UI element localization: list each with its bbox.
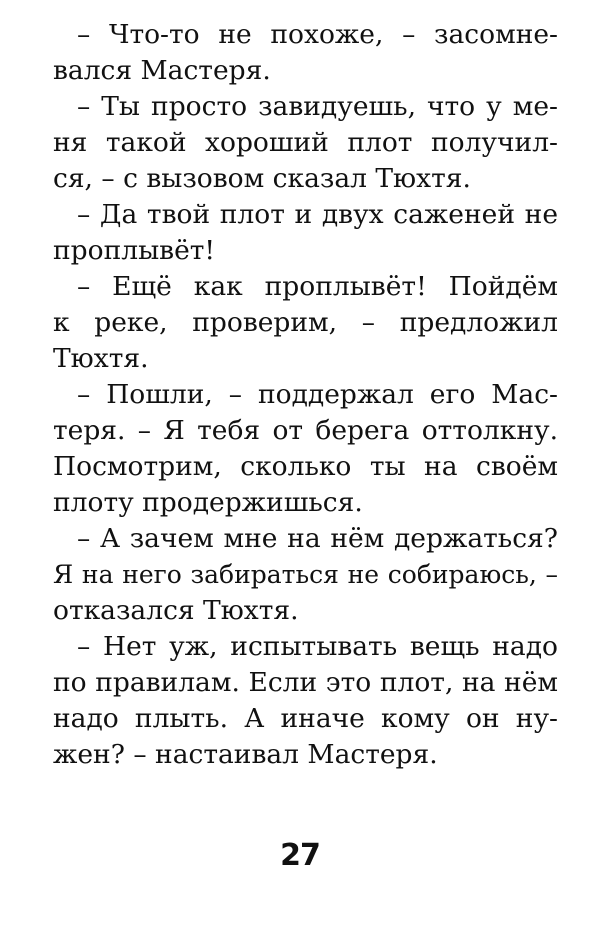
text-line: – Да твой плот и двух саженей не <box>77 199 558 230</box>
text-line: – Нет уж, испытывать вещь надо <box>77 631 558 662</box>
text-line: – Что-то не похоже, – засомне- <box>77 19 558 50</box>
text-line: жен? – настаивал Мастеря. <box>53 739 438 770</box>
text-line: надо плыть. А иначе кому он ну- <box>53 703 558 734</box>
text-line: теря. – Я тебя от берега оттолкну. <box>53 415 558 446</box>
text-line: плоту продержишься. <box>53 487 363 518</box>
text-line: отказался Тюхтя. <box>53 595 299 626</box>
page-number: 27 <box>280 838 320 873</box>
text-line: – Ещё как проплывёт! Пойдём <box>77 271 558 302</box>
text-line: – Пошли, – поддержал его Мас- <box>77 379 558 410</box>
text-line: – А зачем мне на нём держаться? <box>77 523 558 554</box>
text-line: ся, – с вызовом сказал Тюхтя. <box>53 163 471 194</box>
text-line: вался Мастеря. <box>53 55 271 86</box>
text-line: – Ты просто завидуешь, что у ме- <box>77 91 558 122</box>
text-line: Посмотрим, сколько ты на своём <box>53 451 558 482</box>
text-line: Я на него забираться не собираюсь, – <box>53 560 558 589</box>
text-line: проплывёт! <box>53 235 216 266</box>
text-line: ня такой хороший плот получил- <box>53 127 558 158</box>
text-line: к реке, проверим, – предложил <box>53 307 558 338</box>
text-line: по правилам. Если это плот, на нём <box>53 667 558 698</box>
text-line: Тюхтя. <box>53 343 149 374</box>
page-text <box>53 17 558 773</box>
